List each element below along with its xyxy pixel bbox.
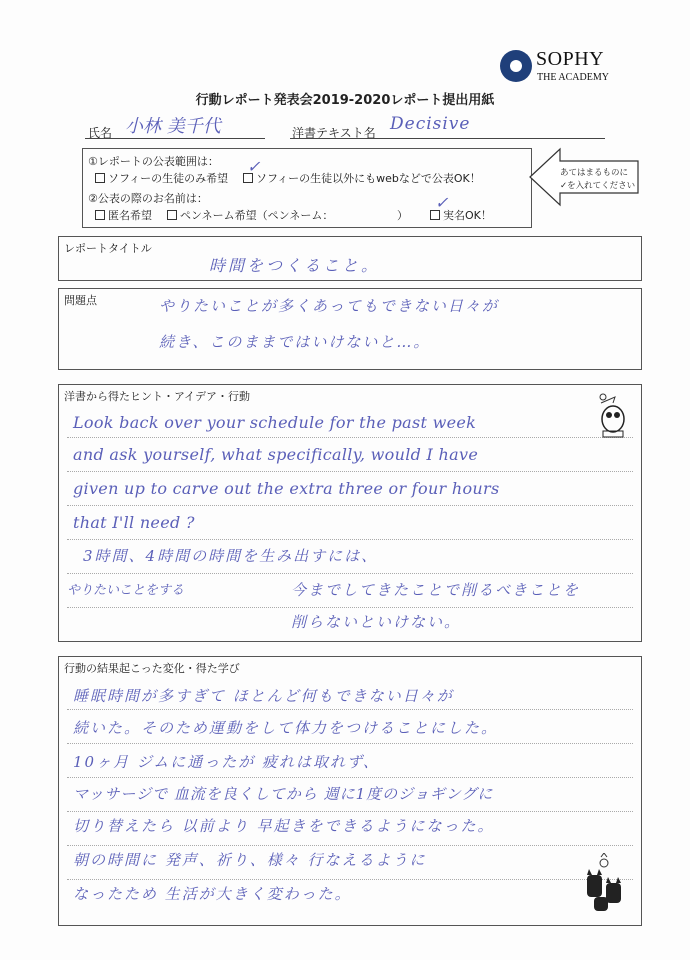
name-option-2[interactable] (167, 207, 333, 223)
hint-english-line: and ask yourself, what specifically, would I have (73, 445, 479, 464)
hint-jp-side: やりたいことをする (67, 583, 185, 598)
checkbox[interactable] (167, 210, 177, 220)
scope-option-2-label: ソフィーの生徒以外にもwebなどで公表OK！ (256, 172, 481, 185)
name-heading: ②公表の際のお名前は： (88, 192, 208, 205)
result-line: マッサージで 血流を良くしてから 週に1度のジョギングに (73, 785, 494, 803)
page-title: 行動レポート発表会2019-2020レポート提出用紙 (195, 93, 495, 108)
report-title-label: レポートタイトル (64, 242, 152, 255)
publication-options-box (82, 148, 532, 228)
hint-jp-line-1: 3時間、4時間の時間を生み出すには、 (83, 547, 379, 565)
results-label: 行動の結果起こった変化・得た学び (64, 662, 240, 675)
report-title-value: 時間をつくること。 (209, 256, 381, 275)
check-mark-icon: ✓ (247, 157, 261, 176)
checkbox[interactable] (95, 210, 105, 220)
result-line: 10ヶ月 ジムに通ったが 疲れは取れず、 (73, 753, 380, 771)
book-underline (290, 138, 605, 139)
result-line: なったため 生活が大きく変わった。 (73, 885, 352, 903)
name-value: 小林 美千代 (125, 116, 221, 137)
scope-option-1[interactable] (95, 170, 228, 186)
name-option-2-close: ） (397, 209, 408, 222)
result-line: 切り替えたら 以前より 早起きをできるようになった。 (73, 817, 495, 835)
scope-option-1-label: ソフィーの生徒のみ希望 (108, 172, 229, 185)
name-option-1[interactable] (95, 207, 152, 223)
logo-subtitle: THE ACADEMY (537, 72, 609, 83)
report-title-box (58, 236, 642, 281)
hint-jp-line-2: 今までしてきたことで削るべきことを (291, 581, 581, 599)
result-line: 睡眠時間が多すぎて ほとんど何もできない日々が (73, 687, 454, 705)
cats-doodle-icon (579, 853, 629, 915)
problem-box (58, 288, 642, 370)
logo-name: SOPHY (536, 48, 605, 70)
scope-heading: ①レポートの公表範囲は： (88, 155, 219, 168)
name-label: 氏名 (88, 126, 113, 140)
book-label: 洋書テキスト名 (292, 126, 376, 140)
name-option-3-label: 実名OK！ (443, 209, 492, 222)
result-line: 朝の時間に 発声、祈り、様々 行なえるように (73, 851, 427, 869)
name-option-1-label: 匿名希望 (108, 209, 152, 222)
logo-emblem-icon (500, 50, 532, 82)
name-underline (85, 138, 265, 139)
problem-label: 問題点 (64, 294, 97, 307)
hints-label: 洋書から得たヒント・アイデア・行動 (64, 390, 251, 403)
hint-english-line: Look back over your schedule for the past week (73, 413, 477, 432)
arrow-note-line-1: あてはまるものに (560, 168, 629, 178)
hints-box (58, 384, 642, 642)
scope-option-2[interactable] (243, 170, 481, 186)
logo (500, 48, 620, 86)
check-mark-icon: ✓ (435, 193, 449, 212)
problem-line: やりたいことが多くあってもできない日々が (159, 297, 499, 315)
hint-jp-line-3: 削らないといけない。 (291, 613, 462, 631)
checkbox[interactable] (95, 173, 105, 183)
name-option-2-label: ペンネーム希望（ペンネーム： (180, 209, 334, 222)
hint-english-line: given up to carve out the extra three or four hours (73, 479, 500, 498)
results-box (58, 656, 642, 926)
arrow-note-line-2: ✓を入れてください (560, 181, 636, 191)
book-value: Decisive (390, 114, 471, 134)
hint-english-line: that I'll need ? (73, 513, 195, 532)
problem-line: 続き、このままではいけないと…。 (159, 333, 431, 351)
owl-doodle-icon (593, 391, 633, 441)
result-line: 続いた。そのため運動をして体力をつけることにした。 (73, 719, 499, 737)
